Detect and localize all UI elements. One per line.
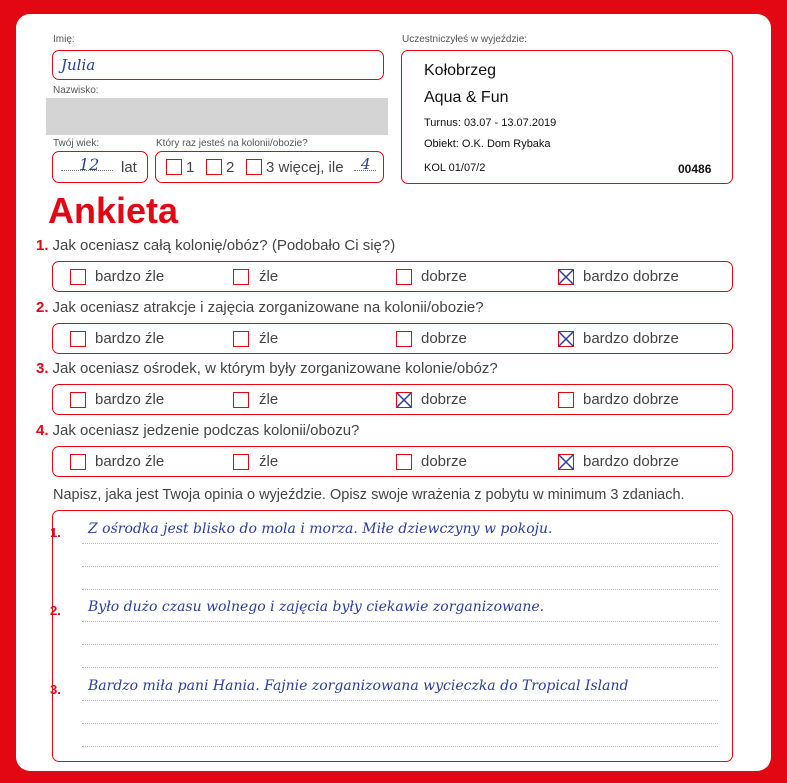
q3-opt-label: źle xyxy=(259,391,279,408)
opinion-answer-2-num: 2. xyxy=(50,603,61,618)
q2-opt-label: dobrze xyxy=(421,330,467,347)
times-label: Który raz jesteś na kolonii/obozie? xyxy=(156,138,308,149)
opinion-answer-2[interactable]: Było dużo czasu wolnego i zajęcia były ciekawie zorganizowane. xyxy=(88,599,545,615)
opinion-answer-1-num: 1. xyxy=(50,525,61,540)
writing-line xyxy=(82,644,718,645)
trip-info-box xyxy=(401,50,733,184)
q3-opt-label: bardzo źle xyxy=(95,391,165,408)
name-field[interactable] xyxy=(52,50,384,80)
q3-checkbox-bardzo-dobrze[interactable] xyxy=(558,392,574,408)
times-opt2-label: 2 xyxy=(226,159,235,176)
trip-obiekt: Obiekt: O.K. Dom Rybaka xyxy=(424,138,551,150)
trip-label: Uczestniczyłeś w wyjeździe: xyxy=(402,34,528,45)
check-mark-icon xyxy=(396,392,412,408)
question-3-text: 3. Jak oceniasz ośrodek, w którym były zorganizowane kolonie/obóz? xyxy=(36,360,498,377)
writing-line xyxy=(82,543,718,544)
surname-redacted xyxy=(46,98,388,135)
question-3-options xyxy=(52,384,733,415)
name-value: Julia xyxy=(61,56,96,74)
page-title: Ankieta xyxy=(48,190,179,231)
age-unit: lat xyxy=(121,159,137,176)
times-value: 4 xyxy=(361,155,371,173)
surname-label: Nazwisko: xyxy=(53,85,99,96)
q1-checkbox-dobrze[interactable] xyxy=(396,269,412,285)
age-label: Twój wiek: xyxy=(53,138,100,149)
trip-turnus: Turnus: 03.07 - 13.07.2019 xyxy=(424,117,557,129)
question-2-options xyxy=(52,323,733,354)
q4-checkbox-dobrze[interactable] xyxy=(396,454,412,470)
q3-checkbox-zle[interactable] xyxy=(233,392,249,408)
times-opt1-label: 1 xyxy=(186,159,195,176)
q3-checkbox-dobrze[interactable] xyxy=(396,392,412,408)
q2-checkbox-bardzo-dobrze[interactable] xyxy=(558,331,574,347)
question-2-text: 2. Jak oceniasz atrakcje i zajęcia zorganizowane na kolonii/obozie? xyxy=(36,299,484,316)
q1-opt-label: dobrze xyxy=(421,268,467,285)
opinion-answer-1[interactable]: Z ośrodka jest blisko do mola i morza. Miłe dziewczyny w pokoju. xyxy=(88,521,553,537)
writing-line xyxy=(82,667,718,668)
q1-opt-label: bardzo dobrze xyxy=(583,268,679,285)
check-mark-icon xyxy=(558,269,574,285)
writing-line xyxy=(82,566,718,567)
q2-opt-label: źle xyxy=(259,330,279,347)
trip-city: Kołobrzeg xyxy=(424,62,497,79)
q4-opt-label: dobrze xyxy=(421,453,467,470)
times-checkbox-3[interactable] xyxy=(246,159,262,175)
trip-code: KOL 01/07/2 xyxy=(424,162,486,174)
age-value: 12 xyxy=(79,155,100,174)
q4-checkbox-zle[interactable] xyxy=(233,454,249,470)
q2-opt-label: bardzo źle xyxy=(95,330,165,347)
q3-checkbox-bardzo-zle[interactable] xyxy=(70,392,86,408)
question-4-options xyxy=(52,446,733,477)
q1-opt-label: bardzo źle xyxy=(95,268,165,285)
writing-line xyxy=(82,621,718,622)
q4-opt-label: bardzo dobrze xyxy=(583,453,679,470)
opinion-answer-3-num: 3. xyxy=(50,682,61,697)
question-1-text: 1. Jak oceniasz całą kolonię/obóz? (Podobało Ci się?) xyxy=(36,237,396,254)
writing-line xyxy=(82,589,718,590)
q4-checkbox-bardzo-zle[interactable] xyxy=(70,454,86,470)
q3-opt-label: dobrze xyxy=(421,391,467,408)
trip-number: 00486 xyxy=(678,162,712,176)
q4-opt-label: bardzo źle xyxy=(95,453,165,470)
times-field xyxy=(155,151,384,183)
check-mark-icon xyxy=(558,331,574,347)
age-field[interactable] xyxy=(52,151,148,183)
q1-opt-label: źle xyxy=(259,268,279,285)
writing-line xyxy=(82,723,718,724)
opinion-prompt: Napisz, jaka jest Twoja opinia o wyjeździe. Opisz swoje wrażenia z pobytu w minimum 3 zdaniach. xyxy=(53,487,685,503)
q1-checkbox-bardzo-dobrze[interactable] xyxy=(558,269,574,285)
q3-opt-label: bardzo dobrze xyxy=(583,391,679,408)
times-opt3-label: 3 więcej, ile xyxy=(266,159,344,176)
writing-line xyxy=(82,700,718,701)
times-checkbox-2[interactable] xyxy=(206,159,222,175)
q1-checkbox-zle[interactable] xyxy=(233,269,249,285)
q2-checkbox-bardzo-zle[interactable] xyxy=(70,331,86,347)
writing-line xyxy=(82,746,718,747)
question-1-options xyxy=(52,261,733,292)
times-checkbox-1[interactable] xyxy=(166,159,182,175)
q2-checkbox-dobrze[interactable] xyxy=(396,331,412,347)
q2-opt-label: bardzo dobrze xyxy=(583,330,679,347)
q4-checkbox-bardzo-dobrze[interactable] xyxy=(558,454,574,470)
question-4-text: 4. Jak oceniasz jedzenie podczas kolonii/obozu? xyxy=(36,422,360,439)
name-label: Imię: xyxy=(53,34,75,45)
q1-checkbox-bardzo-zle[interactable] xyxy=(70,269,86,285)
opinion-answer-3[interactable]: Bardzo miła pani Hania. Fajnie zorganizowana wycieczka do Tropical Island xyxy=(88,678,629,694)
trip-program: Aqua & Fun xyxy=(424,89,509,106)
q4-opt-label: źle xyxy=(259,453,279,470)
check-mark-icon xyxy=(558,454,574,470)
q2-checkbox-zle[interactable] xyxy=(233,331,249,347)
opinion-box[interactable] xyxy=(52,510,733,762)
